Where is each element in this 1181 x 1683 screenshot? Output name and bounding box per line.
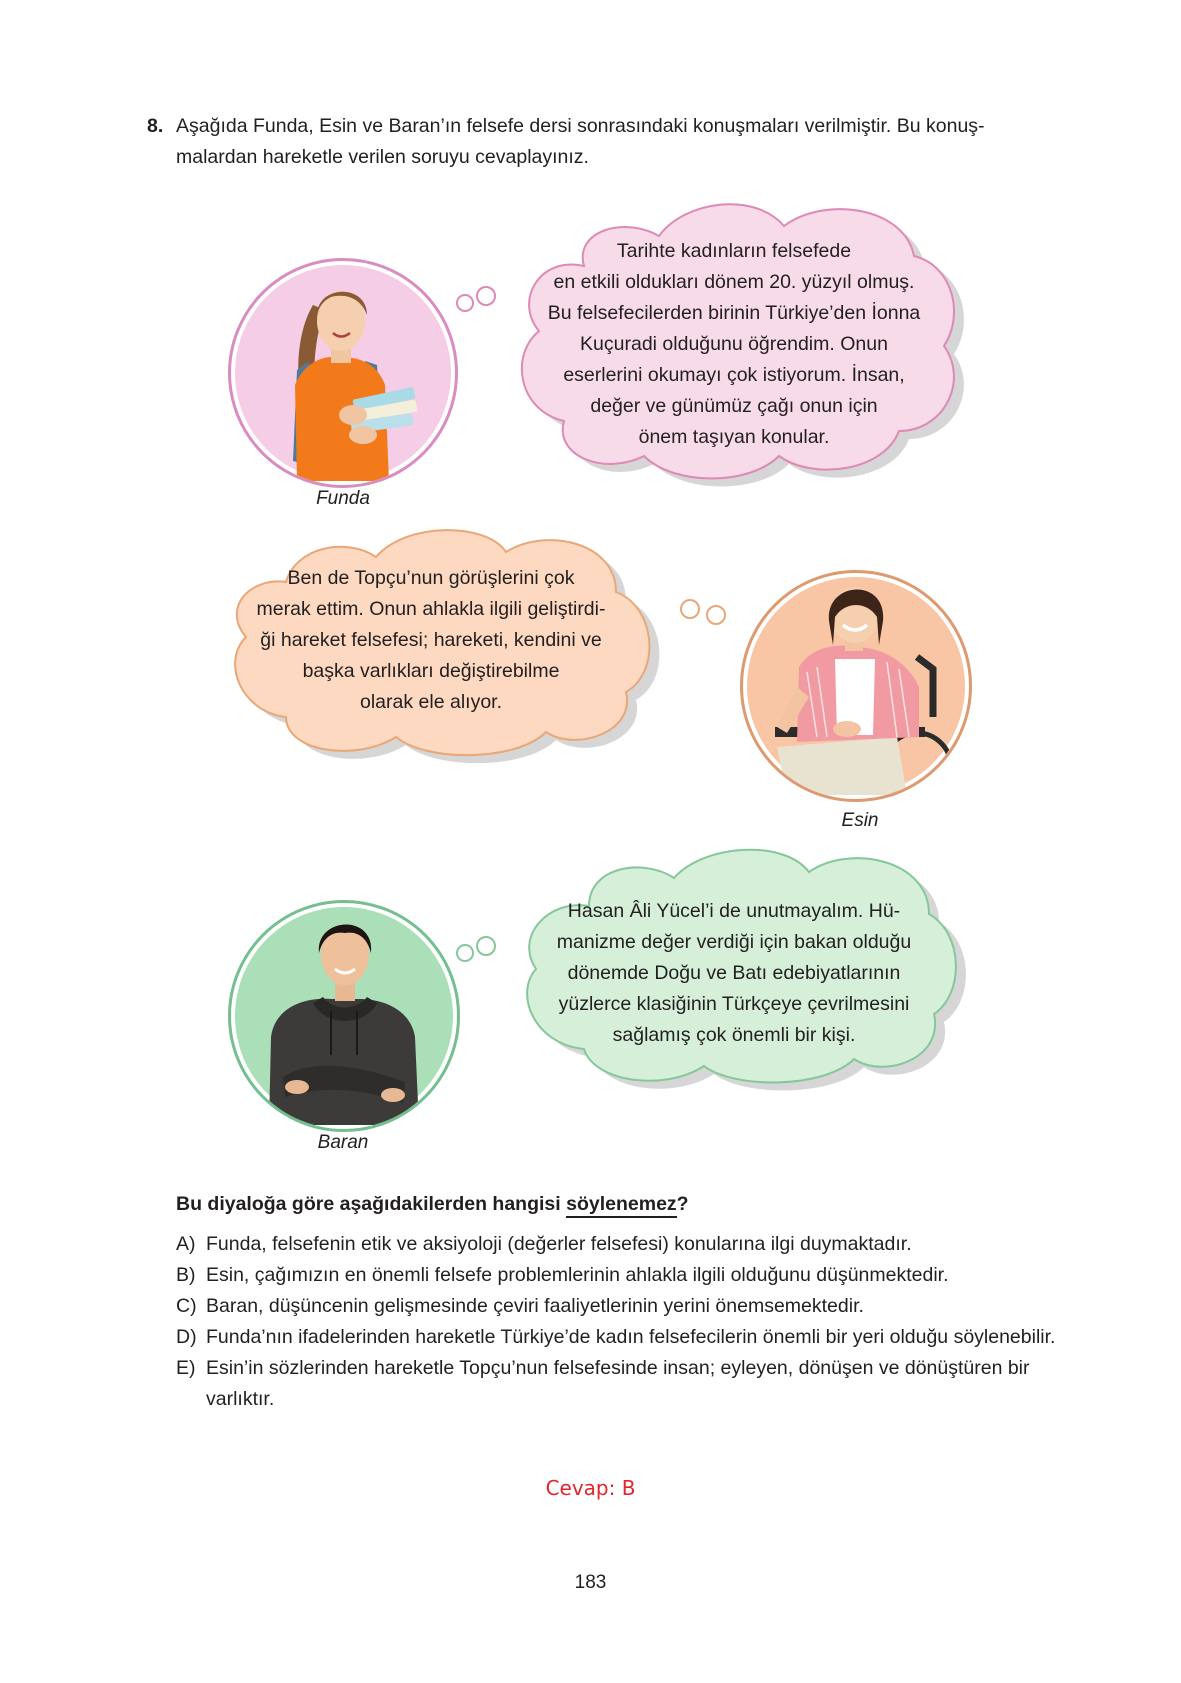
option-text: Esin, çağımızın en önemli felsefe problemlerinin ahlakla ilgili olduğunu düşünmektedir. [206, 1264, 949, 1286]
option-text: Esin’in sözlerinden hareketle Topçu’nun felsefesinde insan; eyleyen, dönüşen ve dönüştüren bir varlıktır. [206, 1357, 1030, 1410]
funda-avatar [228, 258, 458, 488]
intro-line-1: Aşağıda Funda, Esin ve Baran’ın felsefe dersi sonrasındaki konuşmaları verilmiştir. Bu konuş- [176, 115, 985, 137]
speech-line: dönemde Doğu ve Batı edebiyatlarının [567, 962, 901, 984]
option-d[interactable] [176, 1322, 1056, 1353]
esin-thought-dot-1 [680, 599, 700, 619]
option-letter: C) [176, 1295, 197, 1317]
option-text: Funda, felsefenin etik ve aksiyoloji (değerler felsefesi) konularına ilgi duymaktadır. [206, 1233, 912, 1255]
speech-line: ği hareket felsefesi; hareketi, kendini ve [260, 629, 602, 651]
funda-speech-bubble [514, 196, 984, 486]
intro-line-2: malardan hareketle verilen soruyu cevaplayınız. [176, 146, 589, 168]
option-letter: A) [176, 1233, 196, 1255]
prompt-question-mark: ? [676, 1193, 689, 1215]
page-number: 183 [574, 1572, 607, 1593]
speech-line: Hasan Âli Yücel’i de unutmayalım. Hü- [567, 900, 901, 922]
speech-line: önem taşıyan konular. [638, 426, 830, 448]
speech-line: eserlerini okumayı çok istiyorum. İnsan, [563, 364, 905, 386]
esin-speech-bubble [226, 522, 666, 762]
baran-portrait-image [235, 907, 453, 1125]
option-c[interactable] [176, 1291, 1056, 1322]
baran-speech-bubble [514, 844, 974, 1094]
speech-line: Kuçuradi olduğunu öğrendim. Onun [580, 333, 888, 355]
option-a[interactable] [176, 1229, 1056, 1260]
prompt-underlined-word: söylenemez [566, 1193, 677, 1218]
speech-line: en etkili oldukları dönem 20. yüzyıl olmuş. [553, 271, 915, 293]
question-intro [147, 111, 1047, 173]
question-prompt [176, 1193, 689, 1216]
funda-portrait-image [235, 265, 451, 481]
speech-line: Ben de Topçu’nun görüşlerini çok [287, 567, 575, 589]
speech-line: olarak ele alıyor. [360, 691, 502, 713]
option-text: Funda’nın ifadelerinden hareketle Türkiye’de kadın felsefecilerin önemli bir yeri olduğu söylenebilir. [206, 1326, 1056, 1348]
speech-line: Tarihte kadınların felsefede [616, 240, 852, 262]
esin-portrait-image [747, 577, 965, 795]
funda-thought-dot-2 [476, 286, 496, 306]
answer-key: Cevap: B [545, 1476, 636, 1500]
speech-line: manizme değer verdiği için bakan olduğu [556, 931, 912, 953]
funda-name-label: Funda [316, 488, 370, 509]
esin-thought-dot-2 [706, 605, 726, 625]
baran-thought-dot-2 [476, 936, 496, 956]
speech-line: yüzlerce klasiğinin Türkçeye çevrilmesini [558, 993, 910, 1015]
funda-speech-text [514, 236, 954, 453]
baran-avatar [228, 900, 460, 1132]
baran-name-label: Baran [317, 1132, 369, 1153]
esin-speech-text [226, 563, 636, 718]
speech-line: Bu felsefecilerden birinin Türkiye’den İonna [547, 302, 921, 324]
option-text: Baran, düşüncenin gelişmesinde çeviri faaliyetlerinin yerini önemsemektedir. [206, 1295, 864, 1317]
option-letter: B) [176, 1264, 196, 1286]
esin-avatar [740, 570, 972, 802]
speech-line: sağlamış çok önemli bir kişi. [612, 1024, 856, 1046]
question-number: 8. [147, 115, 164, 137]
speech-line: başka varlıkları değiştirebilme [302, 660, 560, 682]
speech-line: değer ve günümüz çağı onun için [590, 395, 878, 417]
option-b[interactable] [176, 1260, 1056, 1291]
option-e[interactable] [176, 1353, 1056, 1415]
answer-options [176, 1229, 1056, 1415]
option-letter: E) [176, 1357, 196, 1379]
baran-speech-text [514, 896, 954, 1051]
option-letter: D) [176, 1326, 197, 1348]
esin-name-label: Esin [841, 810, 879, 831]
prompt-text: Bu diyaloğa göre aşağıdakilerden hangisi [176, 1193, 567, 1215]
funda-thought-dot-1 [456, 294, 474, 312]
baran-thought-dot-1 [456, 944, 474, 962]
speech-line: merak ettim. Onun ahlakla ilgili geliştirdi- [256, 598, 606, 620]
